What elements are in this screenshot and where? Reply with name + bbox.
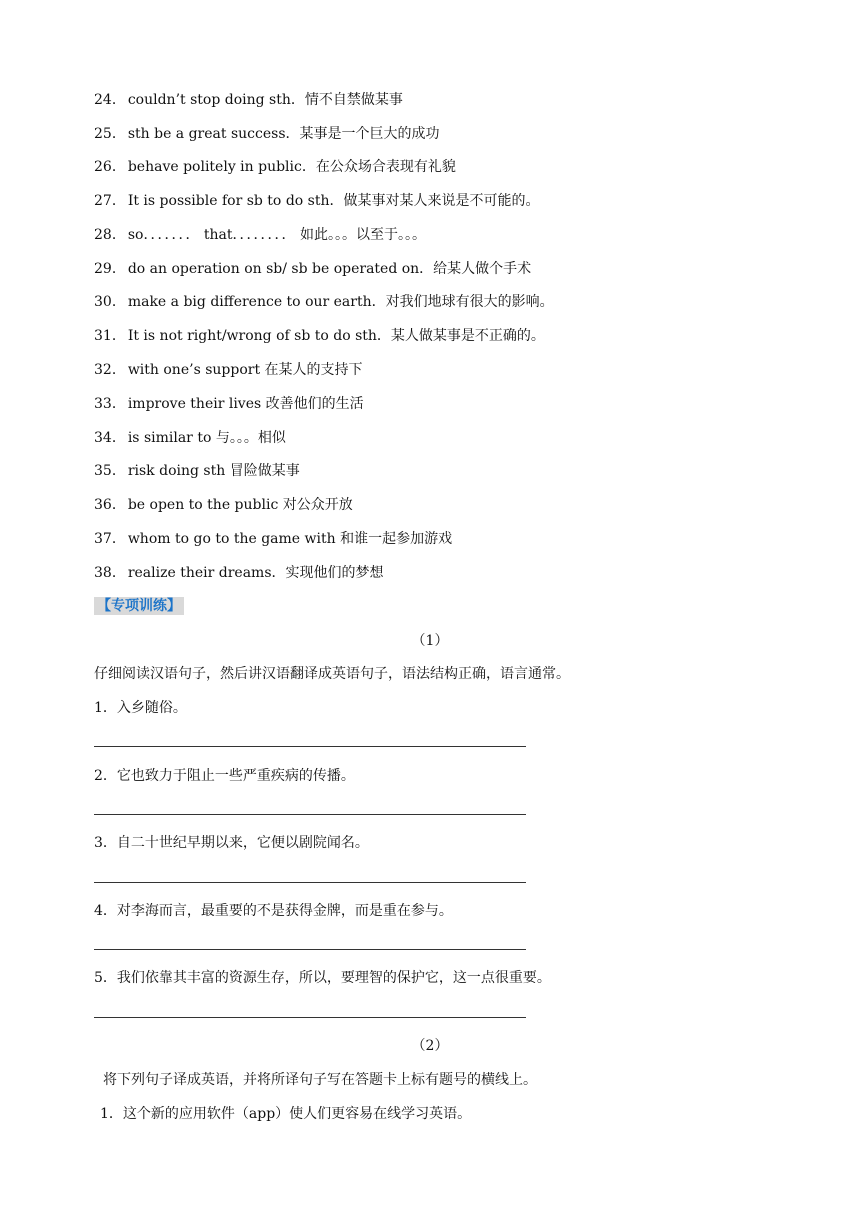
- question-item: 1．这个新的应用软件（app）使人们更容易在线学习英语。: [100, 1106, 472, 1122]
- phrase-item: 29． do an operation on sb/ sb be operated on．给某人做个手术: [94, 261, 532, 277]
- phrase-item: 34． is similar to 与。。。相似: [94, 430, 286, 446]
- question-item: 5．我们依靠其丰富的资源生存，所以，要理智的保护它，这一点很重要。: [94, 970, 551, 986]
- phrase-item: 33． improve their lives 改善他们的生活: [94, 396, 364, 412]
- part-1-label: （1）: [411, 633, 449, 649]
- answer-line[interactable]: [94, 949, 526, 950]
- phrase-item: 31． It is not right/wrong of sb to do sth．某人做某事是不正确的。: [94, 328, 545, 344]
- question-item: 1．入乡随俗。: [94, 700, 187, 716]
- question-item: 3．自二十世纪早期以来，它便以剧院闻名。: [94, 835, 369, 851]
- section-badge: 【专项训练】: [94, 597, 184, 615]
- answer-line[interactable]: [94, 814, 526, 815]
- phrase-item: 27． It is possible for sb to do sth．做某事对某人来说是不可能的。: [94, 193, 540, 209]
- phrase-item: 38． realize their dreams．实现他们的梦想: [94, 565, 384, 581]
- phrase-item: 25． sth be a great success．某事是一个巨大的成功: [94, 126, 440, 142]
- part-2-instruction: 将下列句子译成英语，并将所译句子写在答题卡上标有题号的横线上。: [103, 1072, 537, 1088]
- question-item: 2．它也致力于阻止一些严重疾病的传播。: [94, 768, 355, 784]
- answer-line[interactable]: [94, 746, 526, 747]
- question-item: 4．对李海而言，最重要的不是获得金牌，而是重在参与。: [94, 903, 453, 919]
- answer-line[interactable]: [94, 882, 526, 883]
- part-1-instruction: 仔细阅读汉语句子，然后讲汉语翻译成英语句子，语法结构正确，语言通常。: [94, 666, 570, 682]
- phrase-item: 32． with one’s support 在某人的支持下: [94, 362, 363, 378]
- phrase-item: 37． whom to go to the game with 和谁一起参加游戏: [94, 531, 453, 547]
- answer-line[interactable]: [94, 1017, 526, 1018]
- phrase-item: 24． couldn’t stop doing sth．情不自禁做某事: [94, 92, 403, 108]
- phrase-item: 36． be open to the public 对公众开放: [94, 497, 353, 513]
- phrase-item: 26． behave politely in public．在公众场合表现有礼貌: [94, 159, 456, 175]
- phrase-item: 35． risk doing sth 冒险做某事: [94, 463, 300, 479]
- phrase-item: 30． make a big difference to our earth．对我们地球有很大的影响。: [94, 294, 554, 310]
- phrase-item: 28． so．．．．．．． that．．．．．．．． 如此。。。以至于。。。: [94, 227, 426, 243]
- part-2-label: （2）: [411, 1038, 449, 1054]
